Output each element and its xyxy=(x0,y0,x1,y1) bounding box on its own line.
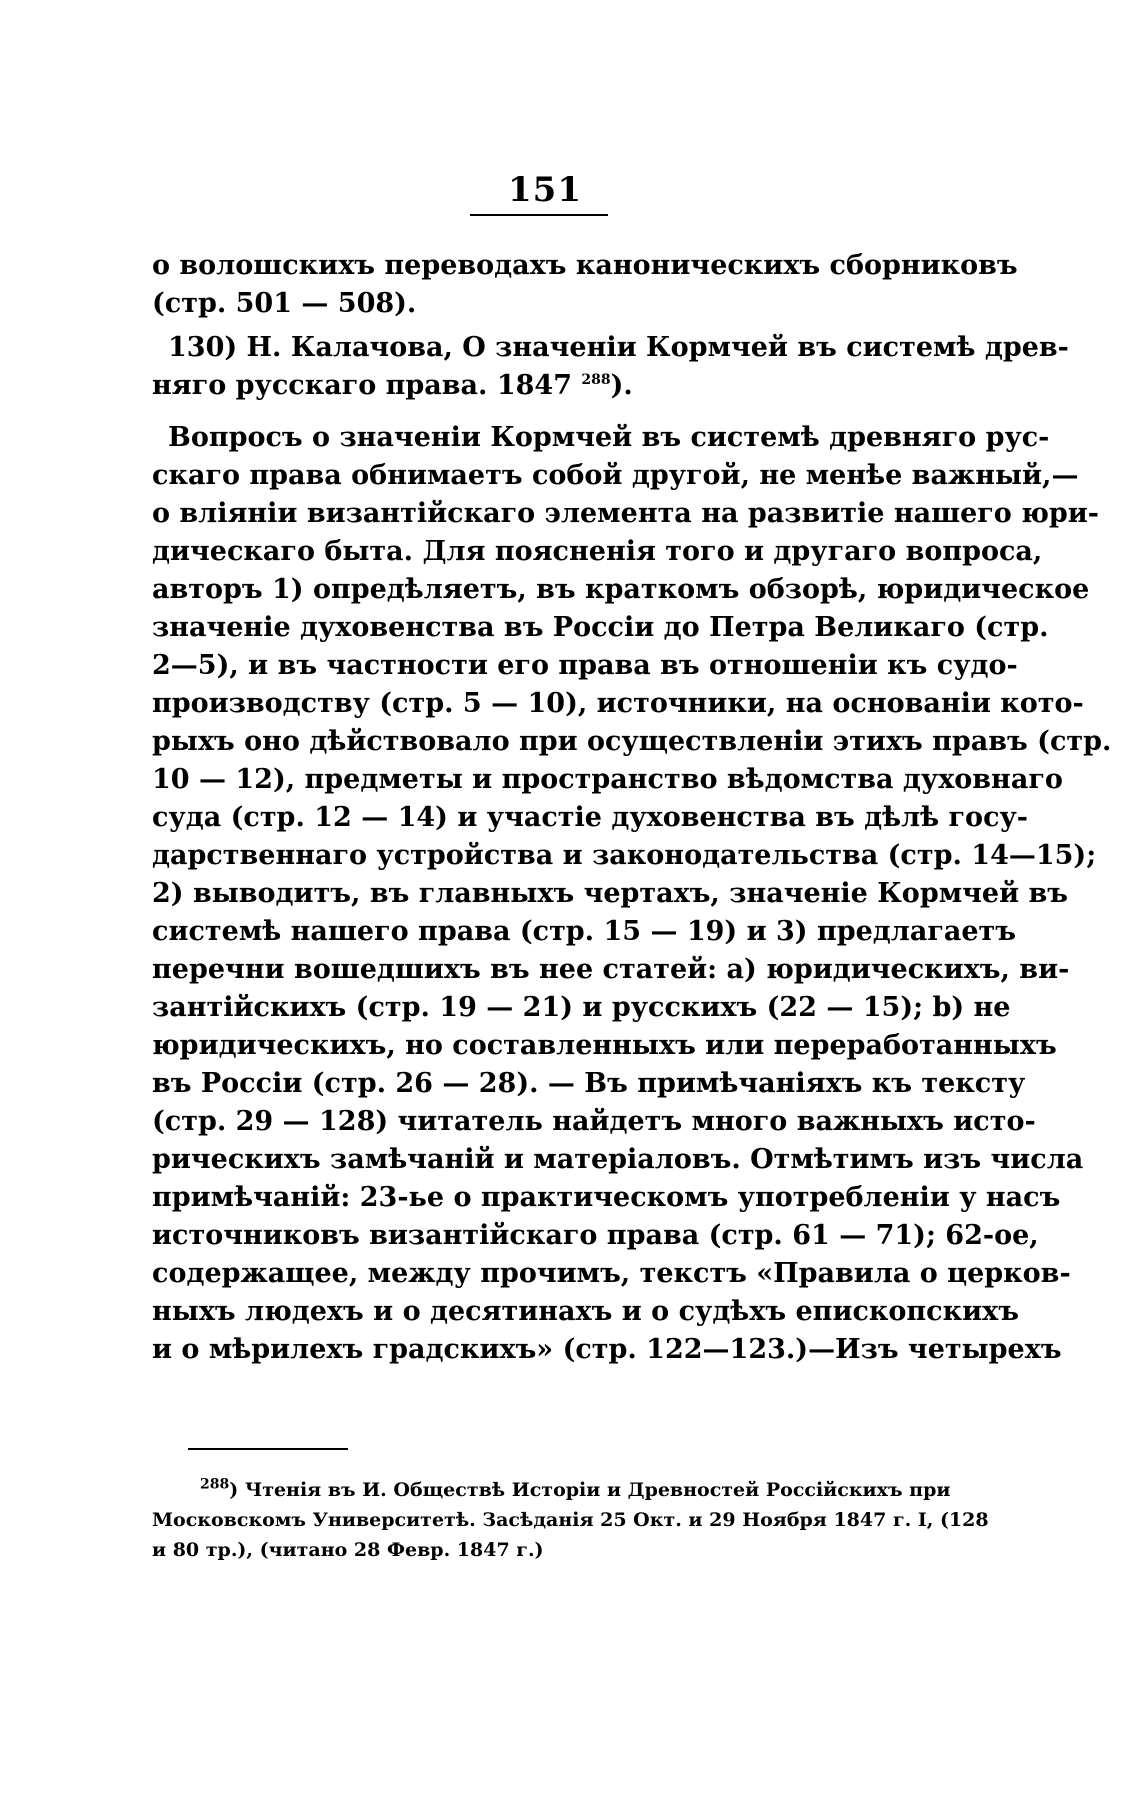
text-line: (стр. 501 — 508). xyxy=(152,288,417,319)
footnote-line: Московскомъ Университетѣ. Засѣданія 25 Окт. и 29 Ноября 1847 г. I, (128 xyxy=(152,1509,989,1531)
text-line: 10 — 12), предметы и пространство вѣдомства духовнаго xyxy=(152,764,1063,795)
footnote-reference: 288 xyxy=(581,372,611,388)
text-line: дическаго быта. Для поясненія того и другаго вопроса, xyxy=(152,536,1043,567)
page-number-rule xyxy=(470,214,608,216)
text-line: скаго права обнимаетъ собой другой, не менѣе важный,— xyxy=(152,460,1079,491)
text-line: и о мѣрилехъ градскихъ» (стр. 122—123.)—Изъ четырехъ xyxy=(152,1334,1062,1365)
text-line: въ Россіи (стр. 26 — 28). — Въ примѣчаніяхъ къ тексту xyxy=(152,1068,1026,1099)
page-number: 151 xyxy=(508,170,582,210)
text-line: зантійскихъ (стр. 19 — 21) и русскихъ (22 — 15); b) не xyxy=(152,992,1011,1023)
entry-heading-line: 130) Н. Калачова, О значеніи Кормчей въ системѣ древ- xyxy=(168,332,1069,363)
text-line: 2—5), и въ частности его права въ отношеніи къ судо- xyxy=(152,650,1018,681)
text-line: рыхъ оно дѣйствовало при осуществленіи этихъ правъ (стр. xyxy=(152,726,1112,757)
footnote-rule xyxy=(188,1448,348,1450)
footnote-marker: 288 xyxy=(200,1476,230,1493)
footnote-line: $^{288}$) Чтенія въ И. Обществѣ Исторіи и Древностей Россійскихъ при xyxy=(200,1476,951,1501)
text-line: (стр. 29 — 128) читатель найдетъ много важныхъ исто- xyxy=(152,1106,1036,1137)
text-line: системѣ нашего права (стр. 15 — 19) и 3) предлагаетъ xyxy=(152,916,1016,947)
text-line: 2) выводитъ, въ главныхъ чертахъ, значеніе Кормчей въ xyxy=(152,878,1068,909)
entry-heading-line-2: няго русскаго права. 1847 $^{288}$). xyxy=(152,370,633,401)
text-line: источниковъ византійскаго права (стр. 61 — 71); 62-ое, xyxy=(152,1220,1039,1251)
text-line: ныхъ людехъ и о десятинахъ и о судѣхъ епископскихъ xyxy=(152,1296,1019,1327)
text-line: перечни вошедшихъ въ нее статей: а) юридическихъ, ви- xyxy=(152,954,1070,985)
text-line: о волошскихъ переводахъ каноническихъ сборниковъ xyxy=(152,250,1018,281)
text-line: значеніе духовенства въ Россіи до Петра Великаго (стр. xyxy=(152,612,1049,643)
text-line: суда (стр. 12 — 14) и участіе духовенства въ дѣлѣ госу- xyxy=(152,802,1028,833)
text-line: юридическихъ, но составленныхъ или переработанныхъ xyxy=(152,1030,1057,1061)
text-line: рическихъ замѣчаній и матеріаловъ. Отмѣтимъ изъ числа xyxy=(152,1144,1084,1175)
text-line: авторъ 1) опредѣляетъ, въ краткомъ обзорѣ, юридическое xyxy=(152,574,1090,605)
text-line: производству (стр. 5 — 10), источники, на основаніи кото- xyxy=(152,688,1084,719)
text-line: содержащее, между прочимъ, текстъ «Правила о церков- xyxy=(152,1258,1071,1289)
text-line: Вопросъ о значеніи Кормчей въ системѣ древняго рус- xyxy=(168,422,1050,453)
text-line: о вліяніи византійскаго элемента на развитіе нашего юри- xyxy=(152,498,1100,529)
text-line: дарственнаго устройства и законодательства (стр. 14—15); xyxy=(152,840,1097,871)
footnote-line: и 80 тр.), (читано 28 Февр. 1847 г.) xyxy=(152,1539,544,1561)
text-line: примѣчаній: 23-ье о практическомъ употребленіи у насъ xyxy=(152,1182,1061,1213)
